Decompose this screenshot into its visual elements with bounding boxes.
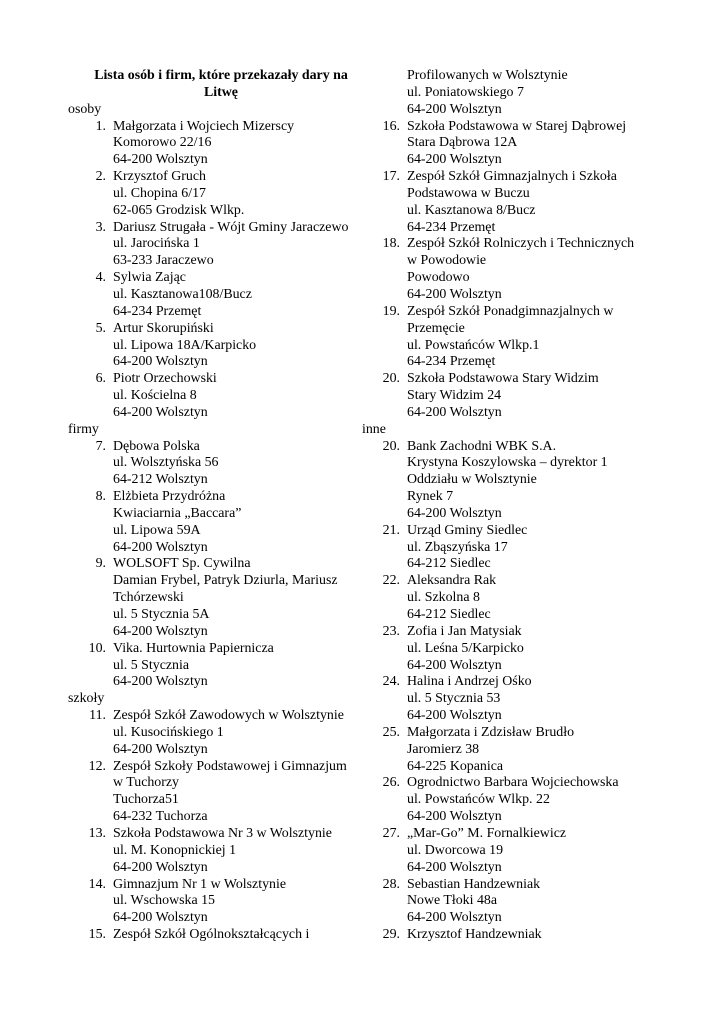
section-heading: osoby xyxy=(68,101,102,117)
item-line: 64-200 Wolsztyn xyxy=(407,910,502,926)
list-item xyxy=(362,523,662,574)
document-title xyxy=(68,68,364,102)
item-line: Krzysztof Handzewniak xyxy=(407,927,542,943)
list-item xyxy=(362,304,662,371)
item-line: 64-200 Wolsztyn xyxy=(407,101,502,117)
item-line: Powodowo xyxy=(407,270,470,286)
item-number: 12. xyxy=(88,758,106,774)
item-line: 64-200 Wolsztyn xyxy=(407,657,502,673)
list-item xyxy=(68,220,364,271)
list-item xyxy=(68,119,364,170)
item-line: Zespół Szkół Ponadgimnazjalnych w xyxy=(407,303,614,319)
item-line: Vika. Hurtownia Papiernicza xyxy=(113,640,274,656)
item-line: 64-232 Tuchorza xyxy=(113,809,208,825)
list-item xyxy=(68,877,364,928)
item-line: ul. Zbąszyńska 17 xyxy=(407,539,508,555)
item-line: Zespół Szkół Gimnazjalnych i Szkoła xyxy=(407,169,617,185)
item-line: Dariusz Strugała - Wójt Gminy Jaraczewo xyxy=(113,219,349,235)
item-line: WOLSOFT Sp. Cywilna xyxy=(113,556,251,572)
item-line: 64-200 Wolsztyn xyxy=(113,404,208,420)
item-number: 28. xyxy=(382,876,400,892)
item-line: ul. Chopina 6/17 xyxy=(113,185,206,201)
item-number: 20. xyxy=(382,438,400,454)
item-line: Zofia i Jan Matysiak xyxy=(407,623,522,639)
item-number: 1. xyxy=(95,118,106,134)
item-line: Tchórzewski xyxy=(113,590,184,606)
item-line: 64-225 Kopanica xyxy=(407,758,504,774)
item-line: Krystyna Koszylowska – dyrektor 1 xyxy=(407,455,608,471)
item-line: Rynek 7 xyxy=(407,489,454,505)
list-item xyxy=(362,371,662,422)
list-item xyxy=(362,439,662,523)
item-line: 64-200 Wolsztyn xyxy=(113,859,208,875)
item-line: Małgorzata i Zdzisław Brudło xyxy=(407,724,575,740)
item-line: Przemęcie xyxy=(407,320,465,336)
item-line: 64-234 Przemęt xyxy=(407,219,496,235)
item-line: ul. Poniatowskiego 7 xyxy=(407,84,524,100)
item-line: Ogrodnictwo Barbara Wojciechowska xyxy=(407,775,619,791)
list-item xyxy=(68,641,364,692)
list-item xyxy=(362,624,662,675)
section-heading: szkoły xyxy=(68,691,105,707)
item-line: Elżbieta Przydróżna xyxy=(113,489,226,505)
item-line: Bank Zachodni WBK S.A. xyxy=(407,438,557,454)
item-number: 24. xyxy=(382,674,400,690)
item-line: Szkoła Podstawowa Stary Widzim xyxy=(407,371,599,387)
list-item xyxy=(68,489,364,556)
item-line: Halina i Andrzej Ośko xyxy=(407,674,532,690)
list-item xyxy=(362,725,662,776)
list-item xyxy=(68,927,364,944)
list-item xyxy=(362,927,662,944)
item-number: 7. xyxy=(95,438,106,454)
item-line: ul. Jarocińska 1 xyxy=(113,236,200,252)
item-line: 64-200 Wolsztyn xyxy=(407,859,502,875)
item-line: Zespół Szkół Zawodowych w Wolsztynie xyxy=(113,708,344,724)
item-line: 64-234 Przemęt xyxy=(407,354,496,370)
item-line: 64-200 Wolsztyn xyxy=(113,674,208,690)
item-number: 11. xyxy=(89,708,106,724)
title-line-1: Lista osób i firm, które przekazały dary na xyxy=(94,68,348,83)
list-item xyxy=(68,321,364,372)
item-line: Zespół Szkoły Podstawowej i Gimnazjum xyxy=(113,758,347,774)
right-column xyxy=(362,68,662,944)
list-item xyxy=(362,169,662,236)
item-line: Nowe Tłoki 48a xyxy=(407,893,498,909)
item-line: 64-200 Wolsztyn xyxy=(407,286,502,302)
item-line: ul. Kościelna 8 xyxy=(113,388,197,404)
item-line: 64-234 Przemęt xyxy=(113,303,202,319)
item-line: Małgorzata i Wojciech Mizerscy xyxy=(113,118,295,134)
item-number: 25. xyxy=(382,724,400,740)
list-item xyxy=(68,759,364,826)
item-line: ul. Lipowa 18A/Karpicko xyxy=(113,337,257,353)
item-line: 64-212 Siedlec xyxy=(407,556,491,572)
list-item xyxy=(362,674,662,725)
item-line: 64-200 Wolsztyn xyxy=(113,539,208,555)
item-line: Profilowanych w Wolsztynie xyxy=(407,68,568,83)
item-number: 14. xyxy=(88,876,106,892)
left-list xyxy=(68,102,364,944)
item-number: 2. xyxy=(95,169,106,185)
item-line: ul. 5 Stycznia xyxy=(113,657,189,673)
item-line: 64-200 Wolsztyn xyxy=(407,404,502,420)
right-list xyxy=(362,68,662,944)
item-line: ul. 5 Stycznia 53 xyxy=(407,691,501,707)
item-number: 26. xyxy=(382,775,400,791)
item-line: 64-200 Wolsztyn xyxy=(113,354,208,370)
item-number: 23. xyxy=(382,623,400,639)
item-number: 18. xyxy=(382,236,400,252)
item-number: 6. xyxy=(95,371,106,387)
item-line: ul. M. Konopnickiej 1 xyxy=(113,842,237,858)
item-number: 20. xyxy=(382,371,400,387)
item-line: Stara Dąbrowa 12A xyxy=(407,135,518,151)
item-line: ul. Szkolna 8 xyxy=(407,590,480,606)
item-line: Dębowa Polska xyxy=(113,438,200,454)
item-line: Damian Frybel, Patryk Dziurla, Mariusz xyxy=(113,573,338,589)
list-item xyxy=(68,371,364,422)
item-number: 17. xyxy=(382,169,400,185)
item-line: ul. Leśna 5/Karpicko xyxy=(407,640,524,656)
item-line: Zespół Szkół Rolniczych i Technicznych xyxy=(407,236,635,252)
item-number: 13. xyxy=(88,825,106,841)
list-item xyxy=(68,556,364,640)
item-line: 64-200 Wolsztyn xyxy=(113,741,208,757)
section-heading: inne xyxy=(362,421,386,437)
item-line: w Powodowie xyxy=(407,253,487,269)
item-line: ul. Kasztanowa108/Bucz xyxy=(113,286,252,302)
item-line: 63-233 Jaraczewo xyxy=(113,253,214,269)
item-number: 9. xyxy=(95,556,106,572)
item-number: 16. xyxy=(382,118,400,134)
list-item xyxy=(362,826,662,877)
item-line: Tuchorza51 xyxy=(113,792,179,808)
title-line-2: Litwę xyxy=(204,84,238,100)
item-line: ul. Dworcowa 19 xyxy=(407,842,504,858)
list-item xyxy=(68,270,364,321)
item-line: 64-212 Siedlec xyxy=(407,607,491,622)
item-line: Artur Skorupiński xyxy=(113,320,214,336)
list-item xyxy=(362,236,662,303)
item-line: 64-200 Wolsztyn xyxy=(113,910,208,926)
list-item xyxy=(362,119,662,170)
item-line: Komorowo 22/16 xyxy=(113,135,212,151)
item-line: Kwiaciarnia „Baccara” xyxy=(113,505,242,521)
item-line: Zespół Szkół Ogólnokształcących i xyxy=(113,927,310,943)
item-number: 27. xyxy=(382,825,400,841)
item-line: Piotr Orzechowski xyxy=(113,371,217,387)
item-line: 64-200 Wolsztyn xyxy=(407,152,502,168)
item-line: ul. 5 Stycznia 5A xyxy=(113,607,210,622)
item-line: Sebastian Handzewniak xyxy=(407,876,541,892)
item-line: ul. Kasztanowa 8/Bucz xyxy=(407,202,536,218)
item-number: 22. xyxy=(382,573,400,589)
item-line: ul. Powstańców Wlkp. 22 xyxy=(407,792,550,808)
item-line: 64-200 Wolsztyn xyxy=(113,152,208,168)
item-number: 3. xyxy=(95,219,106,235)
item-line: ul. Kusocińskiego 1 xyxy=(113,724,224,740)
item-number: 4. xyxy=(95,270,106,286)
item-line: 64-200 Wolsztyn xyxy=(407,505,502,521)
section-heading: firmy xyxy=(68,421,99,437)
item-line: 64-200 Wolsztyn xyxy=(113,623,208,639)
list-item xyxy=(362,573,662,624)
item-number: 5. xyxy=(95,320,106,336)
item-line: ul. Powstańców Wlkp.1 xyxy=(407,337,540,353)
list-item xyxy=(68,708,364,759)
item-line: Podstawowa w Buczu xyxy=(407,185,530,201)
item-line: ul. Wolsztyńska 56 xyxy=(113,455,219,471)
item-line: w Tuchorzy xyxy=(113,775,179,791)
list-item xyxy=(68,439,364,490)
item-line: Urząd Gminy Siedlec xyxy=(407,522,528,538)
item-line: Gimnazjum Nr 1 w Wolsztynie xyxy=(113,876,287,892)
list-item xyxy=(68,169,364,220)
item-line: Szkoła Podstawowa w Starej Dąbrowej xyxy=(407,118,627,134)
item-number: 15. xyxy=(88,927,106,943)
item-number: 10. xyxy=(88,640,106,656)
list-item xyxy=(362,877,662,928)
item-line: Stary Widzim 24 xyxy=(407,388,502,404)
item-line: 64-200 Wolsztyn xyxy=(407,809,502,825)
item-line: Sylwia Zając xyxy=(113,270,186,286)
item-line: ul. Lipowa 59A xyxy=(113,522,201,538)
item-number: 21. xyxy=(382,522,400,538)
item-line: 64-200 Wolsztyn xyxy=(407,708,502,724)
item-line: Szkoła Podstawowa Nr 3 w Wolsztynie xyxy=(113,825,332,841)
item-line: 64-212 Wolsztyn xyxy=(113,472,208,488)
item-line: Oddziału w Wolsztynie xyxy=(407,472,537,488)
item-line: ul. Wschowska 15 xyxy=(113,893,215,909)
list-item xyxy=(68,826,364,877)
item-line: Aleksandra Rak xyxy=(407,573,497,589)
item-line: 62-065 Grodzisk Wlkp. xyxy=(113,202,245,218)
item-line: Krzysztof Gruch xyxy=(113,169,206,185)
list-item xyxy=(362,775,662,826)
item-line: Jaromierz 38 xyxy=(407,741,480,757)
item-line: „Mar-Go” M. Fornalkiewicz xyxy=(407,825,567,841)
item-number: 19. xyxy=(382,303,400,319)
left-column xyxy=(68,68,364,944)
list-item-continuation xyxy=(362,68,662,119)
item-number: 8. xyxy=(95,489,106,505)
item-number: 29. xyxy=(382,927,400,943)
